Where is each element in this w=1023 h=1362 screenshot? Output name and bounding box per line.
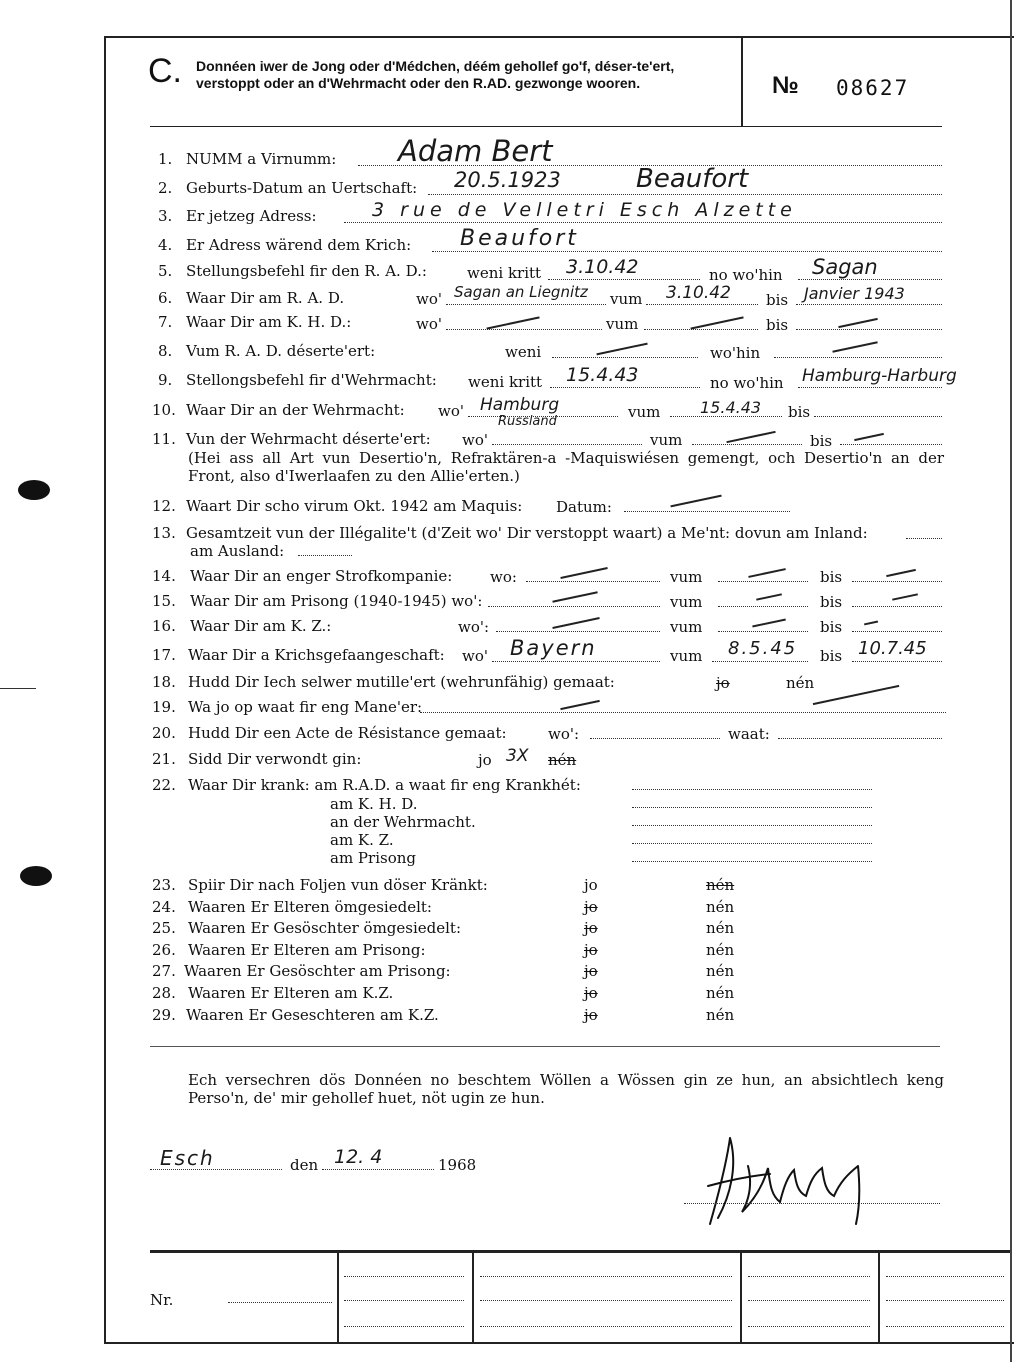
strike-mark	[560, 567, 607, 578]
field-label: Waar Dir am K. Z.:	[190, 617, 332, 635]
option-jo: jo	[584, 876, 598, 894]
field-line	[712, 661, 808, 662]
footer-col-divider	[878, 1253, 880, 1342]
field-line	[428, 194, 942, 195]
field-label: Sidd Dir verwondt gin:	[188, 750, 362, 768]
row-number: 4.	[158, 236, 173, 254]
field-sublabel: bis	[766, 291, 789, 309]
strike-mark	[748, 568, 785, 577]
field-label: Waaren Er Elteren am K.Z.	[188, 984, 394, 1002]
row-number: 8.	[158, 342, 173, 360]
field-line	[718, 631, 808, 632]
field-sublabel: bis	[820, 593, 843, 611]
strike-mark	[864, 621, 878, 625]
field-label: Waaren Er Gesöschter am Prisong:	[184, 962, 451, 980]
footer-rule	[150, 1250, 1010, 1253]
field-sublabel: weni kritt	[468, 373, 543, 391]
hw-wounded: 3X	[506, 746, 529, 766]
field-line	[590, 738, 720, 739]
field-label: Stellongsbefehl fir d'Wehrmacht:	[186, 371, 437, 389]
field-label: Waar Dir krank: am R.A.D. a waat fir eng Krankhét:	[188, 776, 581, 794]
field-line	[644, 329, 758, 330]
field-line	[496, 631, 660, 632]
section-divider	[150, 1046, 940, 1047]
strike-mark	[813, 685, 899, 705]
strike-mark	[670, 495, 721, 507]
option-jo: jo	[584, 984, 598, 1002]
field-sublabel: wo'	[462, 431, 488, 449]
header-rule	[150, 126, 942, 127]
footer-line	[344, 1326, 464, 1327]
number-sign: №	[772, 72, 799, 99]
strike-mark	[886, 569, 916, 577]
field-label: Waar Dir am Prisong (1940-1945) wo':	[190, 592, 483, 610]
field-label: Waaren Er Geseschteren am K.Z.	[186, 1006, 439, 1024]
hw-pow-to: 10.7.45	[858, 638, 927, 659]
hw-place: Esch	[160, 1146, 215, 1170]
field-line	[446, 304, 606, 305]
hw-birth-date: 20.5.1923	[454, 168, 561, 192]
row-number: 2.	[158, 179, 173, 197]
field-line	[852, 581, 942, 582]
field-line	[488, 606, 660, 607]
field-label: Waaren Er Elteren ömgesiedelt:	[188, 898, 432, 916]
footer-line	[748, 1326, 870, 1327]
row-number: 11.	[152, 430, 176, 448]
frame-top-border	[104, 36, 1014, 38]
option-nen: nén	[706, 1006, 735, 1024]
footer-line	[748, 1276, 870, 1277]
field-label: Waar Dir am K. H. D.:	[186, 313, 352, 331]
field-sublabel: vum	[670, 618, 703, 636]
field-sublabel: waat:	[728, 725, 770, 743]
option-nen: nén	[706, 898, 735, 916]
strike-mark	[486, 316, 539, 329]
strike-mark	[596, 343, 647, 355]
nr-label: Nr.	[150, 1291, 174, 1309]
field-line	[692, 444, 802, 445]
footer-col-divider	[337, 1253, 339, 1342]
row-number: 15.	[152, 592, 176, 610]
form-number: 08627	[836, 76, 910, 100]
field-label: Hudd Dir Iech selwer mutille'ert (wehrunfähig) gemaat:	[188, 673, 615, 691]
strike-mark	[552, 591, 597, 602]
footer-line	[344, 1276, 464, 1277]
field-line	[432, 251, 942, 252]
field-line	[298, 555, 352, 556]
field-sublabel: wo'	[416, 315, 442, 333]
hw-rad-from: 3.10.42	[666, 283, 731, 303]
footer-line	[480, 1276, 732, 1277]
strike-mark	[552, 617, 599, 628]
footer-line	[886, 1300, 1004, 1301]
field-label: Waar Dir a Krichsgefaangeschaft:	[188, 646, 445, 664]
field-label: Geburts-Datum an Uertschaft:	[186, 179, 418, 197]
row-number: 3.	[158, 207, 173, 225]
frame-bottom-border	[104, 1342, 1014, 1344]
strike-mark	[838, 318, 877, 328]
strike-mark	[690, 316, 743, 329]
field-line	[774, 357, 942, 358]
field-label: Hudd Dir een Acte de Résistance gemaat:	[188, 724, 507, 742]
field-label: Waar Dir am R. A. D.	[186, 289, 345, 307]
footer-line	[886, 1276, 1004, 1277]
field-sublabel: vum	[628, 403, 661, 421]
row-number: 21.	[152, 750, 176, 768]
footer-line	[886, 1326, 1004, 1327]
field-sublabel: weni kritt	[467, 264, 542, 282]
field-label: Waaren Er Gesöschter ömgesiedelt:	[188, 919, 462, 937]
field-line	[632, 789, 872, 790]
option-jo: jo	[584, 898, 598, 916]
row-number: 5.	[158, 262, 173, 280]
field-sublabel: vum	[670, 593, 703, 611]
field-label: Stellungsbefehl fir den R. A. D.:	[186, 262, 427, 280]
footer-line	[344, 1300, 464, 1301]
strike-mark	[832, 341, 877, 352]
field-sublabel: wo'hin	[710, 344, 761, 362]
field-sublabel: am Prisong	[330, 849, 416, 867]
field-sublabel: wo'	[438, 402, 464, 420]
date-line	[322, 1169, 434, 1170]
field-sublabel: bis	[820, 618, 843, 636]
hw-wm-place: Hamburg-Harburg	[802, 366, 957, 386]
row-number: 24.	[152, 898, 176, 916]
year-label: 1968	[438, 1156, 477, 1174]
field-line	[906, 538, 942, 539]
option-jo: jo	[584, 941, 598, 959]
field-label: Er Adress wärend dem Krich:	[186, 236, 412, 254]
field-sublabel: vum	[670, 568, 703, 586]
hw-name: Adam Bert	[398, 134, 553, 168]
frame-left-border	[104, 36, 106, 1344]
field-sublabel: no wo'hin	[709, 266, 783, 284]
option-nen: nén	[706, 984, 735, 1002]
field-sublabel: am K. Z.	[330, 831, 394, 849]
footer-col-divider	[472, 1253, 474, 1342]
field-label: Spiir Dir nach Foljen vun döser Kränkt:	[188, 876, 488, 894]
row-number: 10.	[152, 401, 176, 419]
field-line	[550, 387, 700, 388]
hw-rad-where: Sagan an Liegnitz	[454, 283, 588, 301]
row-number: 29.	[152, 1006, 176, 1024]
field-sublabel: weni	[505, 343, 542, 361]
hw-wm-from: 15.4.43	[700, 398, 762, 417]
strike-mark	[752, 618, 786, 627]
field-sublabel: bis	[766, 316, 789, 334]
hw-wm-where: Hamburg	[480, 395, 560, 415]
strike-mark	[726, 431, 775, 443]
row-number: 12.	[152, 497, 176, 515]
field-sublabel: wo':	[548, 725, 580, 743]
header-divider	[741, 38, 743, 126]
field-label: Vun der Wehrmacht déserte'ert:	[186, 430, 431, 448]
field-sublabel: bis	[788, 403, 811, 421]
row-number: 6.	[158, 289, 173, 307]
row-number: 19.	[152, 698, 176, 716]
row-number: 23.	[152, 876, 176, 894]
row-number: 26.	[152, 941, 176, 959]
hw-wm-date: 15.4.43	[566, 364, 639, 386]
field-line	[492, 444, 642, 445]
row-number: 1.	[158, 150, 173, 168]
field-sublabel: wo'	[416, 290, 442, 308]
nr-line	[228, 1302, 332, 1303]
strike-mark	[560, 700, 599, 710]
field-line	[548, 279, 700, 280]
declaration-text: Ech versechren dös Donnéen no beschtem Wöllen a Wössen gin ze hun, an absichtlech keng Perso'n, de' mir gehollef huet, nöt ugin ze hun.	[188, 1071, 944, 1107]
field-line	[796, 329, 942, 330]
field-sublabel: wo:	[490, 568, 517, 586]
field-sublabel: vum	[650, 431, 683, 449]
field-sublabel: vum	[606, 315, 639, 333]
punch-hole-top	[18, 480, 50, 500]
field-label: Waar Dir an der Wehrmacht:	[186, 401, 405, 419]
den-label: den	[290, 1156, 319, 1174]
row-number: 28.	[152, 984, 176, 1002]
option-jo: jo	[584, 962, 598, 980]
row-number: 18.	[152, 673, 176, 691]
hw-pow-where: Bayern	[510, 636, 597, 660]
field-label: Waar Dir an enger Strofkompanie:	[190, 567, 453, 585]
field-line	[718, 606, 808, 607]
row-number: 16.	[152, 617, 176, 635]
hw-wm-where-2: Russland	[498, 414, 557, 429]
hw-rad-place: Sagan	[812, 255, 878, 279]
field-line	[632, 807, 872, 808]
form-letter: C.	[148, 52, 182, 90]
field-line	[796, 304, 942, 305]
field-sublabel: wo'	[462, 647, 488, 665]
row-number: 13.	[152, 524, 176, 542]
option-nen: nén	[706, 919, 735, 937]
hw-war-address: Beaufort	[460, 226, 579, 251]
strike-mark	[892, 593, 918, 600]
field-line	[852, 631, 942, 632]
field-line	[446, 329, 602, 330]
field-line	[552, 357, 698, 358]
field-line	[852, 606, 942, 607]
option-nen: nén	[548, 751, 577, 769]
field-line	[852, 661, 942, 662]
hw-date: 12. 4	[334, 1146, 383, 1168]
field-line	[632, 843, 872, 844]
field-label: Vum R. A. D. déserte'ert:	[186, 342, 376, 360]
strike-mark	[756, 593, 782, 600]
field-line	[632, 861, 872, 862]
option-nen: nén	[706, 876, 735, 894]
signature-image	[690, 1126, 890, 1226]
strike-mark	[854, 433, 884, 441]
hw-birth-place: Beaufort	[636, 164, 749, 194]
field-line	[624, 511, 790, 512]
field-line	[646, 304, 758, 305]
row-number: 25.	[152, 919, 176, 937]
row-number: 27.	[152, 962, 176, 980]
field-sublabel: vum	[670, 647, 703, 665]
field-line	[840, 444, 942, 445]
option-nen: nén	[706, 962, 735, 980]
field-label: Waaren Er Elteren am Prisong:	[188, 941, 426, 959]
option-nen: nén	[706, 941, 735, 959]
field-sublabel: am K. H. D.	[330, 795, 418, 813]
field-label: Waart Dir scho virum Okt. 1942 am Maquis:	[186, 497, 523, 515]
hw-rad-to: Janvier 1943	[804, 284, 905, 303]
field-line	[778, 738, 942, 739]
option-nen: nén	[786, 674, 815, 692]
field-line	[492, 661, 660, 662]
footer-col-divider	[740, 1253, 742, 1342]
option-jo: jo	[584, 1006, 598, 1024]
field-sublabel: bis	[810, 432, 833, 450]
option-jo: jo	[716, 674, 730, 692]
fold-mark	[0, 688, 36, 689]
footer-line	[480, 1326, 732, 1327]
field-line	[718, 581, 808, 582]
field-note: (Hei ass all Art vun Desertio'n, Refraktären-a -Maquiswiésen gemengt, och Desertio'n an der Front, also d'Iwerlaafen zu den Allie'erten.)	[188, 449, 944, 485]
field-line	[798, 279, 942, 280]
field-label: Er jetzeg Adress:	[186, 207, 317, 225]
field-label: NUMM a Virnumm:	[186, 150, 337, 168]
form-title: Donnéen iwer de Jong oder d'Médchen, déém gehollef go'f, déser-te'ert, verstoppt oder an d'Wehrmacht oder den R.AD. gezwonge wooren.	[196, 58, 675, 91]
footer-line	[748, 1300, 870, 1301]
option-jo: jo	[584, 919, 598, 937]
field-sublabel: bis	[820, 568, 843, 586]
row-number: 20.	[152, 724, 176, 742]
field-line	[344, 222, 942, 223]
signature-line	[684, 1203, 940, 1204]
field-sublabel: bis	[820, 647, 843, 665]
page-right-edge	[1010, 0, 1012, 1362]
footer-line	[480, 1300, 732, 1301]
hw-rad-date: 3.10.42	[566, 256, 639, 278]
field-line	[526, 581, 660, 582]
field-line	[420, 712, 946, 713]
field-label: Wa jo op waat fir eng Mane'er:	[188, 698, 423, 716]
row-number: 17.	[152, 646, 176, 664]
field-line	[814, 416, 942, 417]
field-sublabel: am Ausland:	[190, 542, 285, 560]
hw-pow-from: 8.5.45	[728, 638, 798, 659]
row-number: 7.	[158, 313, 173, 331]
field-sublabel: wo':	[458, 618, 490, 636]
field-label: Gesamtzeit vun der Illégalite't (d'Zeit wo' Dir verstoppt waart) a Me'nt: dovun am Inland:	[186, 524, 868, 542]
field-sublabel: an der Wehrmacht.	[330, 813, 476, 831]
field-line	[798, 387, 942, 388]
field-line	[632, 825, 872, 826]
row-number: 9.	[158, 371, 173, 389]
row-number: 22.	[152, 776, 176, 794]
field-sublabel: vum	[610, 290, 643, 308]
option-jo: jo	[478, 751, 492, 769]
hw-address: 3 rue de Velletri Esch Alzette	[372, 199, 797, 221]
punch-hole-bottom	[20, 866, 52, 886]
field-sublabel: Datum:	[556, 498, 612, 516]
row-number: 14.	[152, 567, 176, 585]
field-sublabel: no wo'hin	[710, 374, 784, 392]
